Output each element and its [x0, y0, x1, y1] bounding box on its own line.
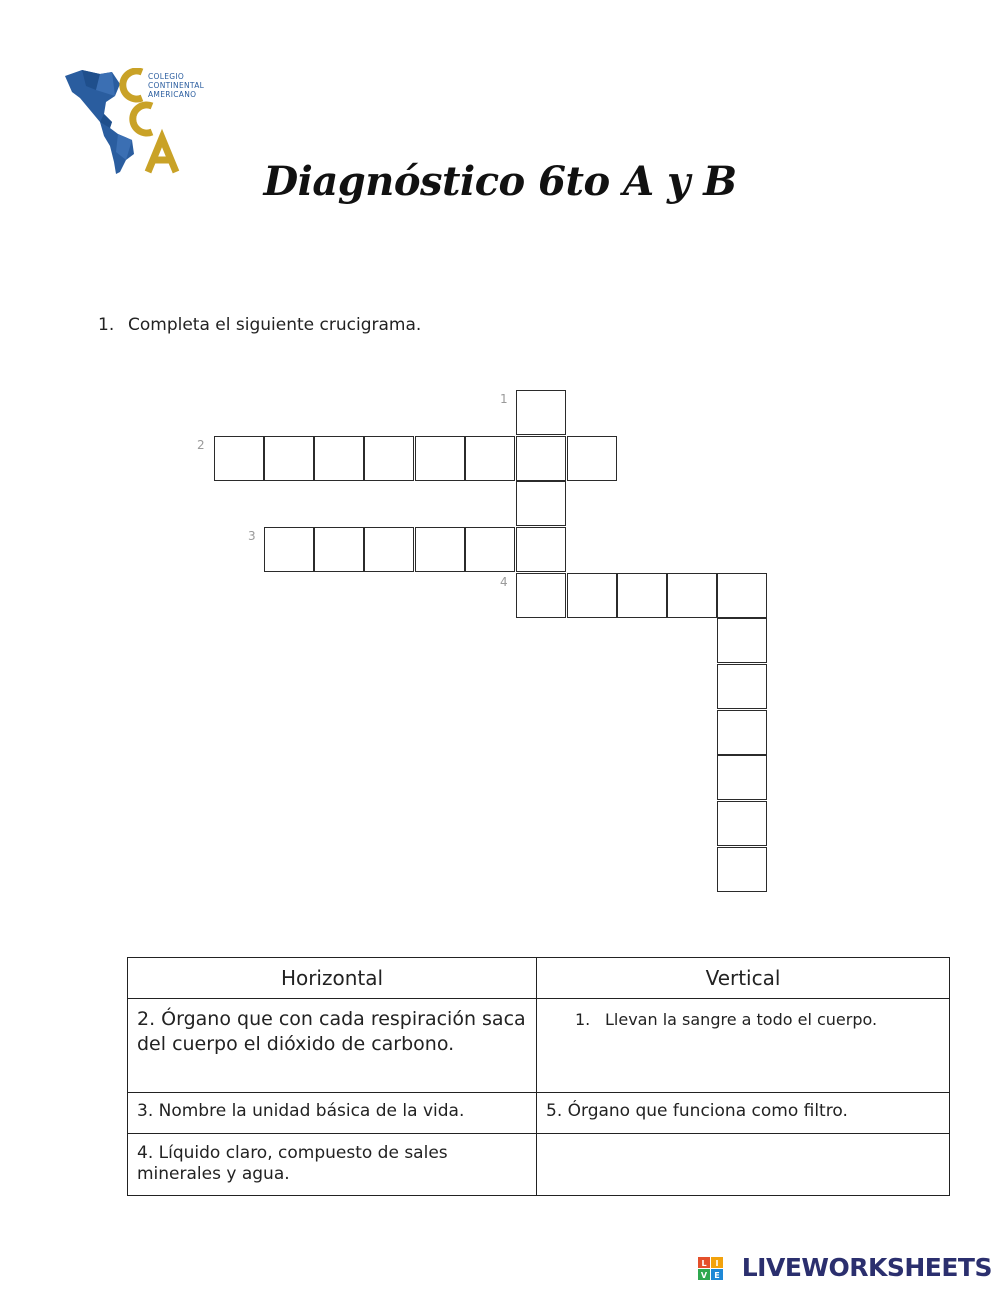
footer-brand[interactable]: LIVEWORKSHEETS: [741, 1253, 992, 1282]
crossword-cell[interactable]: [717, 573, 767, 618]
instruction-text: Completa el siguiente crucigrama.: [128, 315, 422, 335]
crossword-cell[interactable]: [364, 436, 414, 481]
crossword-cell[interactable]: [667, 573, 717, 618]
clue-table: [127, 957, 950, 1196]
crossword-cell[interactable]: [717, 755, 767, 800]
logo-line-3: AMERICANO: [148, 90, 197, 99]
crossword-cell[interactable]: [465, 436, 515, 481]
icon-letter-l: L: [701, 1259, 707, 1268]
crossword-cell[interactable]: [516, 573, 566, 618]
crossword-cell[interactable]: [364, 527, 414, 572]
crossword-cell[interactable]: [214, 436, 264, 481]
empty-clue-cell: [537, 1134, 950, 1196]
crossword-cell[interactable]: [717, 847, 767, 892]
clue-number-2: 2: [197, 438, 205, 452]
clue-number-1: 1: [500, 392, 508, 406]
liveworksheets-logo-icon: [698, 1257, 724, 1281]
icon-letter-i: I: [715, 1259, 719, 1268]
crossword-cell[interactable]: [516, 481, 566, 526]
crossword-cell[interactable]: [717, 664, 767, 709]
crossword-cell[interactable]: [314, 436, 364, 481]
horizontal-header: Horizontal: [128, 958, 537, 999]
crossword-cell[interactable]: [314, 527, 364, 572]
crossword-cell[interactable]: [415, 436, 465, 481]
crossword-cell[interactable]: [717, 801, 767, 846]
crossword-cell[interactable]: [415, 527, 465, 572]
crossword-cell[interactable]: [516, 527, 566, 572]
crossword-cell[interactable]: [567, 436, 617, 481]
icon-letter-e: E: [714, 1271, 720, 1280]
logo-line-2: CONTINENTAL: [148, 81, 205, 90]
clue-number-3: 3: [248, 529, 256, 543]
clue-vertical-1-cell: [537, 999, 950, 1093]
clue-horizontal-3: 3. Nombre la unidad básica de la vida.: [128, 1093, 537, 1134]
clue-horizontal-2: 2. Órgano que con cada respiración saca del cuerpo el dióxido de carbono.: [128, 999, 537, 1093]
crossword-cell[interactable]: [516, 390, 566, 435]
crossword-cell[interactable]: [617, 573, 667, 618]
instruction-number: 1.: [98, 315, 115, 335]
logo-line-1: COLEGIO: [148, 72, 185, 81]
crossword-cell[interactable]: [717, 618, 767, 663]
crossword-cell[interactable]: [264, 527, 314, 572]
clue-vertical-1: Llevan la sangre a todo el cuerpo.: [605, 1010, 878, 1029]
crossword-cell[interactable]: [567, 573, 617, 618]
crossword-cell[interactable]: [717, 710, 767, 755]
crossword-cell[interactable]: [516, 436, 566, 481]
clue-vertical-5: 5. Órgano que funciona como filtro.: [537, 1093, 950, 1134]
clue-vertical-1-number: 1.: [575, 1010, 591, 1029]
crossword-cell[interactable]: [264, 436, 314, 481]
clue-horizontal-4: 4. Líquido claro, compuesto de sales minerales y agua.: [128, 1134, 537, 1196]
icon-letter-v: V: [700, 1271, 708, 1280]
clue-number-4: 4: [500, 575, 508, 589]
crossword-cell[interactable]: [465, 527, 515, 572]
vertical-header: Vertical: [537, 958, 950, 999]
page-title: Diagnóstico 6to A y B: [263, 158, 737, 205]
